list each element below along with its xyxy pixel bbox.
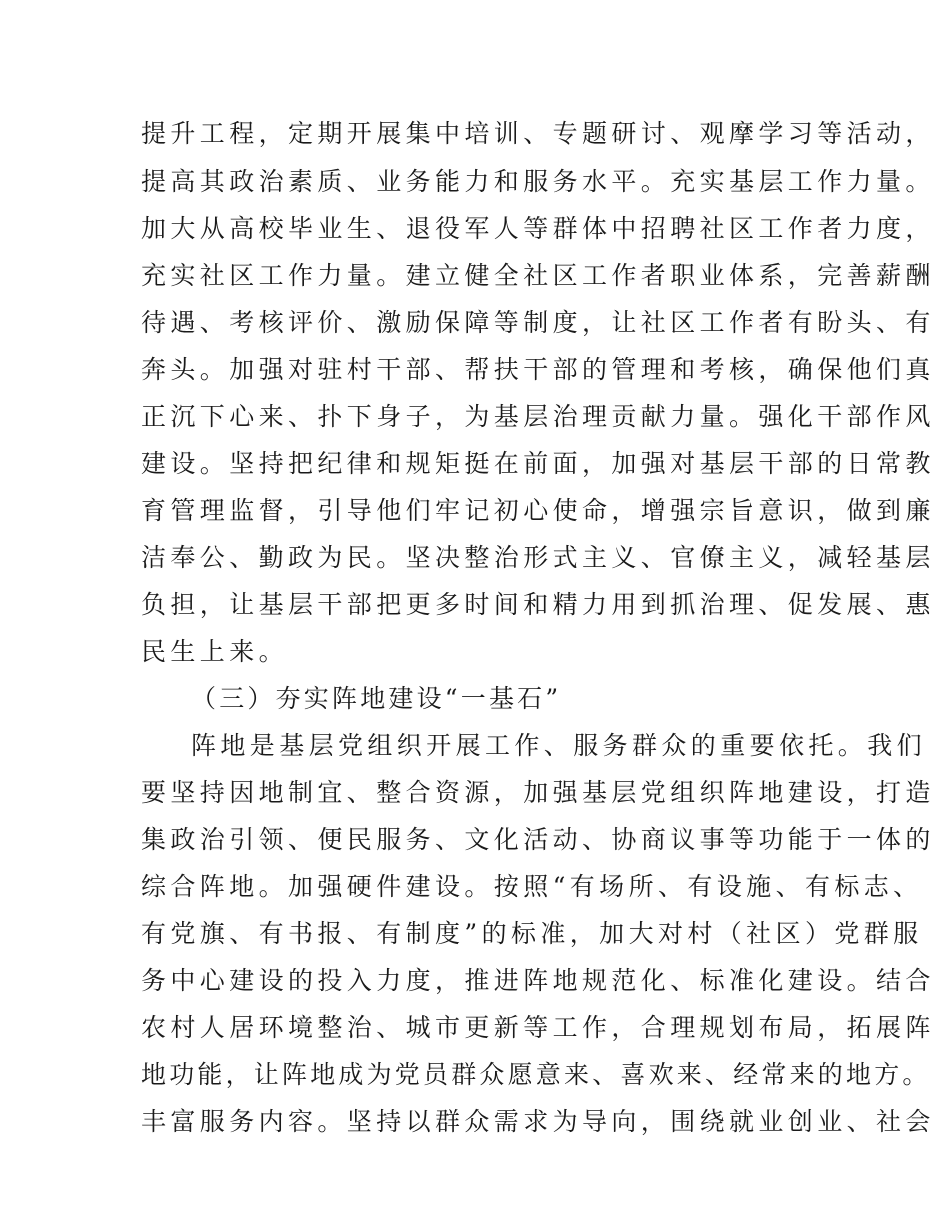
text-line: 提升工程，定期开展集中培训、专题研讨、观摩学习等活动， [141,119,935,148]
text-line: 提高其政治素质、业务能力和服务水平。充实基层工作力量。 [141,167,935,196]
text-line: 农村人居环境整治、城市更新等工作，合理规划布局，拓展阵 [141,1013,935,1042]
text-line: 正沉下心来、扑下身子，为基层治理贡献力量。强化干部作风 [141,402,935,431]
text-line: 要坚持因地制宜、整合资源，加强基层党组织阵地建设，打造 [141,778,935,807]
text-line: 建设。坚持把纪律和规矩挺在前面，加强对基层干部的日常教 [141,449,935,478]
text-line: 地功能，让阵地成为党员群众愿意来、喜欢来、经常来的地方。 [141,1060,931,1089]
text-line: 务中心建设的投入力度，推进阵地规范化、标准化建设。结合 [141,966,935,995]
text-line: 阵地是基层党组织开展工作、服务群众的重要依托。我们 [191,731,927,760]
text-line: 负担，让基层干部把更多时间和精力用到抓治理、促发展、惠 [141,590,935,619]
text-line: 待遇、考核评价、激励保障等制度，让社区工作者有盼头、有 [141,308,935,337]
text-line: 育管理监督，引导他们牢记初心使命，增强宗旨意识，做到廉 [141,496,935,525]
section-heading: （三）夯实阵地建设“一基石” [191,684,562,713]
text-line: 民生上来。 [141,637,289,666]
text-line: 集政治引领、便民服务、文化活动、协商议事等功能于一体的 [141,825,935,854]
text-line: 奔头。加强对驻村干部、帮扶干部的管理和考核，确保他们真 [141,355,935,384]
text-line: 充实社区工作力量。建立健全社区工作者职业体系，完善薪酬 [141,261,935,290]
text-line: 洁奉公、勤政为民。坚决整治形式主义、官僚主义，减轻基层 [141,543,935,572]
text-line: 丰富服务内容。坚持以群众需求为导向，围绕就业创业、社会 [141,1107,935,1136]
text-line: 综合阵地。加强硬件建设。按照“有场所、有设施、有标志、 [141,872,923,901]
text-line: 加大从高校毕业生、退役军人等群体中招聘社区工作者力度， [141,214,935,243]
text-line: 有党旗、有书报、有制度”的标准，加大对村（社区）党群服 [141,919,923,948]
